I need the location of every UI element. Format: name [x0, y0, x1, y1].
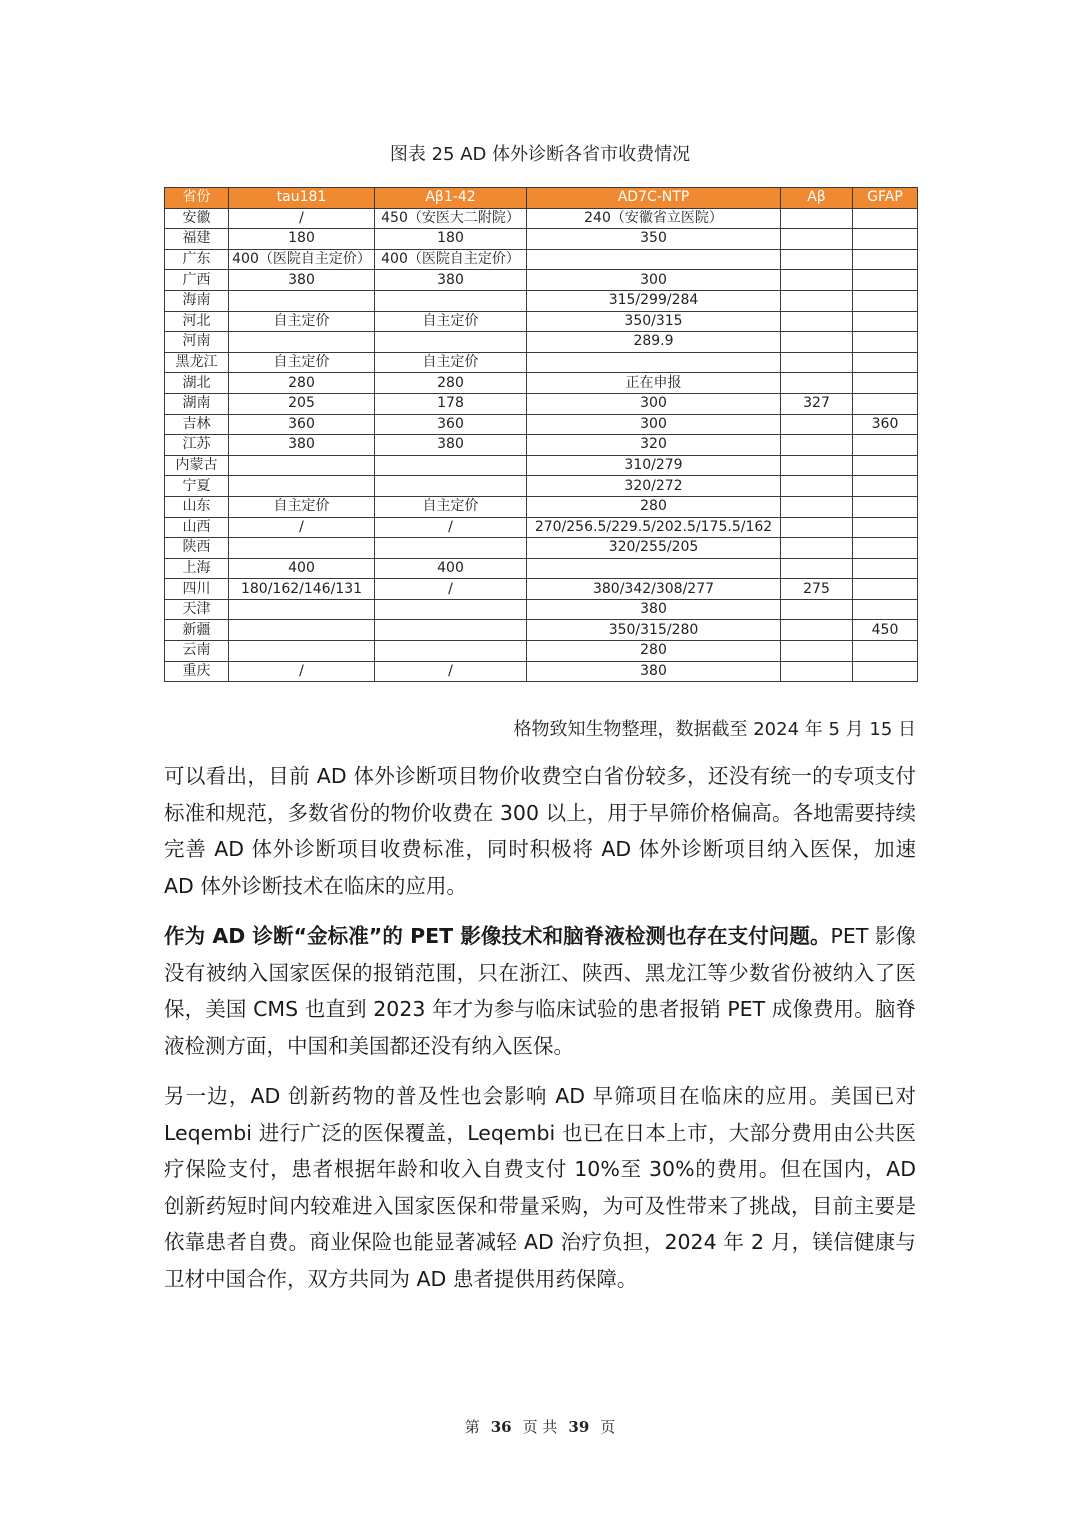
paragraph-2-text: PET 影像没有被纳入国家医保的报销范围，只在浙江、陕西、黑龙江等少数省份被纳入了医保，美国 CMS 也直到 2023 年才为参与临床试验的患者报销 PET 成像费用。脑脊液检测方面，中国和美国都还没有纳入医保。 — [164, 924, 917, 1058]
province-cell: 内蒙古 — [165, 455, 229, 476]
fee-cell — [781, 476, 853, 497]
fee-cell: 180/162/146/131 — [229, 579, 375, 600]
fee-cell — [853, 229, 918, 250]
fee-cell: 320 — [527, 435, 781, 456]
fee-cell — [781, 208, 853, 229]
table-row — [165, 393, 918, 414]
province-cell: 云南 — [165, 641, 229, 662]
province-cell: 陕西 — [165, 538, 229, 559]
table-row — [165, 229, 918, 250]
fee-cell: 自主定价 — [375, 352, 527, 373]
table-row — [165, 641, 918, 662]
table-row — [165, 496, 918, 517]
table-row — [165, 558, 918, 579]
table-row — [165, 270, 918, 291]
province-cell: 江苏 — [165, 435, 229, 456]
header-abeta-1-42: Aβ1-42 — [375, 188, 527, 209]
fee-cell — [781, 270, 853, 291]
fee-cell: 275 — [781, 579, 853, 600]
fee-cell: 180 — [375, 229, 527, 250]
fee-cell — [853, 517, 918, 538]
fee-cell: 360 — [375, 414, 527, 435]
fee-cell — [781, 599, 853, 620]
fee-cell — [527, 249, 781, 270]
fee-cell — [781, 249, 853, 270]
fee-cell: 400 — [229, 558, 375, 579]
fee-cell — [229, 538, 375, 559]
fee-cell: 350 — [527, 229, 781, 250]
province-cell: 河北 — [165, 311, 229, 332]
figure-caption: 图表 25 AD 体外诊断各省市收费情况 — [389, 144, 691, 165]
header-gfap: GFAP — [853, 188, 918, 209]
paragraph-1: 可以看出，目前 AD 体外诊断项目物价收费空白省份较多，还没有统一的专项支付标准和规范，多数省份的物价收费在 300 以上，用于早筛价格偏高。各地需要持续完善 AD 体外诊断项目收费标准，同时积极将 AD 体外诊断项目纳入医保，加速 AD 体外诊断技术在临床的应用。 — [164, 764, 916, 898]
footer-prefix: 第 — [464, 1418, 480, 1436]
fee-cell: 320/272 — [527, 476, 781, 497]
fee-cell — [853, 373, 918, 394]
header-province: 省份 — [165, 188, 229, 209]
province-cell: 宁夏 — [165, 476, 229, 497]
fee-cell: 380 — [229, 270, 375, 291]
province-cell: 湖北 — [165, 373, 229, 394]
table-row — [165, 435, 918, 456]
fee-cell — [781, 496, 853, 517]
fee-cell — [781, 352, 853, 373]
province-cell: 湖南 — [165, 393, 229, 414]
fee-cell — [853, 290, 918, 311]
fee-cell — [781, 373, 853, 394]
fee-cell: 205 — [229, 393, 375, 414]
fee-cell — [853, 579, 918, 600]
fee-cell: / — [229, 208, 375, 229]
footer-suffix: 页 — [600, 1418, 616, 1436]
fee-cell — [853, 496, 918, 517]
fee-cell — [229, 290, 375, 311]
fee-cell — [375, 476, 527, 497]
fee-cell — [781, 332, 853, 353]
fee-cell: / — [229, 517, 375, 538]
fee-cell: 450（安医大二附院） — [375, 208, 527, 229]
fee-cell — [229, 332, 375, 353]
fee-cell: 400（医院自主定价） — [229, 249, 375, 270]
fee-cell: 400（医院自主定价） — [375, 249, 527, 270]
fee-cell: 正在申报 — [527, 373, 781, 394]
fee-cell — [229, 455, 375, 476]
table-row — [165, 661, 918, 682]
fee-cell — [375, 641, 527, 662]
table-row — [165, 476, 918, 497]
fee-cell: / — [229, 661, 375, 682]
province-cell: 山西 — [165, 517, 229, 538]
fee-cell — [527, 558, 781, 579]
fee-cell: 327 — [781, 393, 853, 414]
fee-cell — [375, 332, 527, 353]
fee-cell — [853, 352, 918, 373]
province-cell: 新疆 — [165, 620, 229, 641]
fee-cell: 315/299/284 — [527, 290, 781, 311]
fee-cell — [229, 641, 375, 662]
fee-cell: 380/342/308/277 — [527, 579, 781, 600]
fee-cell: 380 — [375, 270, 527, 291]
fee-cell: 自主定价 — [229, 352, 375, 373]
fee-cell — [229, 620, 375, 641]
province-cell: 天津 — [165, 599, 229, 620]
fee-cell — [853, 599, 918, 620]
fee-cell: / — [375, 517, 527, 538]
paragraph-3: 另一边，AD 创新药物的普及性也会影响 AD 早筛项目在临床的应用。美国已对 Leqembi 进行广泛的医保覆盖，Leqembi 也已在日本上市，大部分费用由公共医疗保险支付，患者根据年龄和收入自费支付 10%至 30%的费用。但在国内，AD 创新药短时间内较难进入国家医保和带量采购，为可及性带来了挑战，目前主要是依靠患者自费。商业保险也能显著减轻 AD 治疗负担，2024 年 2 月，镁信健康与卫材中国合作，双方共同为 AD 患者提供用药保障。 — [164, 1084, 916, 1291]
fee-cell — [781, 517, 853, 538]
fee-cell — [853, 270, 918, 291]
province-cell: 重庆 — [165, 661, 229, 682]
table-row — [165, 620, 918, 641]
fee-cell — [853, 332, 918, 353]
fee-cell: 320/255/205 — [527, 538, 781, 559]
table-row — [165, 599, 918, 620]
fee-cell: 180 — [229, 229, 375, 250]
fee-cell — [375, 538, 527, 559]
fee-cell: 350/315 — [527, 311, 781, 332]
fee-cell: 280 — [527, 641, 781, 662]
fee-cell — [853, 311, 918, 332]
fee-cell: 280 — [375, 373, 527, 394]
table-row — [165, 538, 918, 559]
fee-cell — [853, 208, 918, 229]
paragraph-2-bold: 作为 AD 诊断“金标准”的 PET 影像技术和脑脊液检测也存在支付问题。 — [164, 924, 831, 948]
fee-cell: 自主定价 — [375, 496, 527, 517]
province-cell: 吉林 — [165, 414, 229, 435]
fee-cell — [781, 558, 853, 579]
province-cell: 黑龙江 — [165, 352, 229, 373]
fee-cell: 360 — [853, 414, 918, 435]
table-row — [165, 517, 918, 538]
fee-cell — [781, 290, 853, 311]
province-cell: 上海 — [165, 558, 229, 579]
table-row — [165, 290, 918, 311]
fee-cell: 自主定价 — [375, 311, 527, 332]
table-header-row — [165, 188, 918, 209]
footer-total-pages: 39 — [568, 1418, 590, 1436]
footer-middle: 页 共 — [522, 1418, 558, 1436]
source-note: 格物致知生物整理，数据截至 2024 年 5 月 15 日 — [513, 719, 916, 740]
province-cell: 福建 — [165, 229, 229, 250]
table-row — [165, 373, 918, 394]
header-tau181: tau181 — [229, 188, 375, 209]
fee-cell: 240（安徽省立医院） — [527, 208, 781, 229]
fee-cell: 380 — [527, 599, 781, 620]
fee-cell — [853, 249, 918, 270]
fee-cell — [853, 558, 918, 579]
province-cell: 广东 — [165, 249, 229, 270]
fee-cell: / — [375, 661, 527, 682]
fee-cell: 280 — [527, 496, 781, 517]
fee-cell — [781, 538, 853, 559]
fee-cell — [375, 455, 527, 476]
fee-cell — [781, 311, 853, 332]
fee-cell: 自主定价 — [229, 311, 375, 332]
fee-cell — [375, 599, 527, 620]
province-cell: 四川 — [165, 579, 229, 600]
fee-cell: 360 — [229, 414, 375, 435]
fee-cell: 400 — [375, 558, 527, 579]
province-cell: 广西 — [165, 270, 229, 291]
province-cell: 山东 — [165, 496, 229, 517]
fee-cell: 289.9 — [527, 332, 781, 353]
fee-cell — [853, 455, 918, 476]
fee-cell: 380 — [527, 661, 781, 682]
fee-cell — [229, 476, 375, 497]
fee-cell: 380 — [229, 435, 375, 456]
table-row — [165, 455, 918, 476]
fee-cell: 450 — [853, 620, 918, 641]
fee-cell: 300 — [527, 414, 781, 435]
fee-cell: 自主定价 — [229, 496, 375, 517]
fee-cell: / — [375, 579, 527, 600]
fee-cell — [853, 538, 918, 559]
table-row — [165, 249, 918, 270]
fee-cell — [853, 641, 918, 662]
fee-cell — [527, 352, 781, 373]
province-cell: 海南 — [165, 290, 229, 311]
page-footer — [0, 1416, 1080, 1437]
table-row — [165, 332, 918, 353]
table-row — [165, 414, 918, 435]
fee-cell — [781, 414, 853, 435]
fee-cell: 300 — [527, 393, 781, 414]
fee-cell — [781, 455, 853, 476]
table-body — [165, 208, 918, 682]
fee-cell: 280 — [229, 373, 375, 394]
header-ad7c-ntp: AD7C-NTP — [527, 188, 781, 209]
fee-cell: 178 — [375, 393, 527, 414]
fee-cell: 380 — [375, 435, 527, 456]
fee-cell: 270/256.5/229.5/202.5/175.5/162 — [527, 517, 781, 538]
fee-cell — [853, 393, 918, 414]
fee-cell — [781, 229, 853, 250]
fee-cell: 300 — [527, 270, 781, 291]
table-row — [165, 579, 918, 600]
header-abeta: Aβ — [781, 188, 853, 209]
province-cell: 河南 — [165, 332, 229, 353]
fee-cell — [853, 435, 918, 456]
fee-cell — [853, 476, 918, 497]
table-row — [165, 208, 918, 229]
paragraph-2 — [164, 918, 916, 1064]
table-row — [165, 352, 918, 373]
fee-cell — [781, 661, 853, 682]
fee-cell: 310/279 — [527, 455, 781, 476]
fee-cell — [375, 290, 527, 311]
fee-cell — [229, 599, 375, 620]
fee-cell — [853, 661, 918, 682]
province-cell: 安徽 — [165, 208, 229, 229]
fee-cell — [375, 620, 527, 641]
fee-cell — [781, 641, 853, 662]
fee-cell — [781, 620, 853, 641]
table-row — [165, 311, 918, 332]
footer-page-number: 36 — [490, 1418, 512, 1436]
fee-cell — [781, 435, 853, 456]
fee-table — [164, 187, 918, 682]
fee-cell: 350/315/280 — [527, 620, 781, 641]
